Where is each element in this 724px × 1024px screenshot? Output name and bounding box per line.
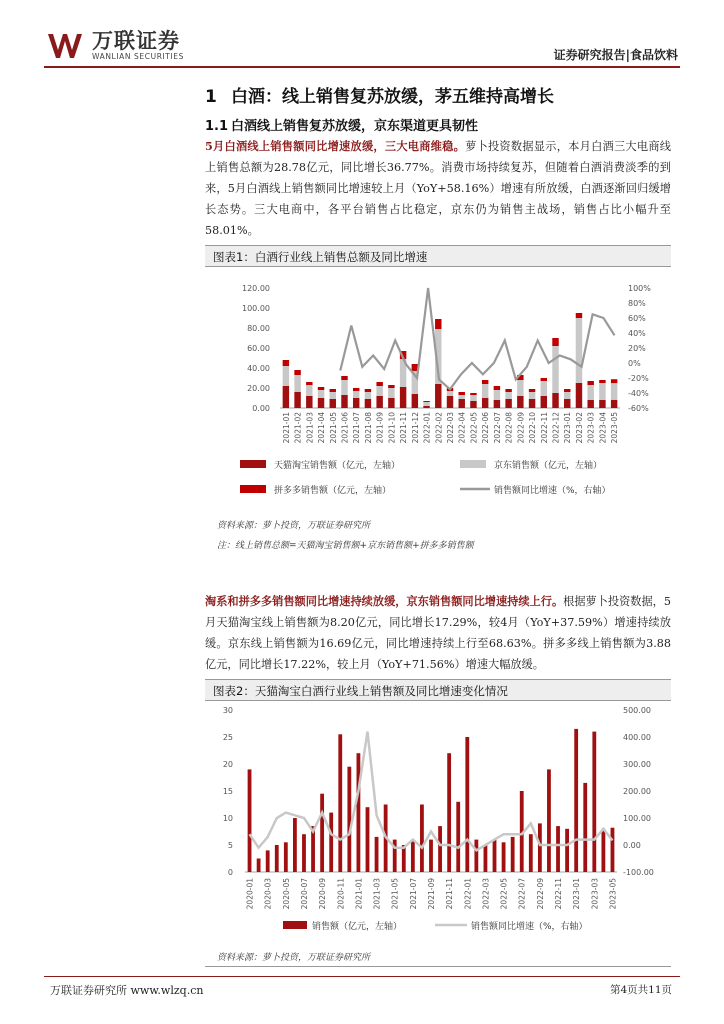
figure1-note: 注：线上销售总额=天猫淘宝销售额+京东销售额+拼多多销售额	[217, 541, 474, 551]
y-left-tick-label: 10	[222, 814, 233, 823]
bar-sales	[284, 842, 288, 872]
x-tick-label: 2021-02	[293, 412, 303, 444]
y-right-tick-label: 300.00	[623, 760, 651, 769]
bar-pdd	[552, 338, 558, 346]
bar-tmall	[318, 398, 324, 408]
bar-sales	[248, 769, 252, 872]
bar-tmall	[283, 386, 289, 408]
bar-pdd	[365, 389, 371, 392]
y-left-tick-label: 5	[227, 841, 233, 850]
bar-tmall	[541, 396, 547, 408]
bar-jd	[505, 392, 511, 399]
x-tick-label: 2023-01	[572, 878, 582, 910]
x-tick-label: 2022-04	[457, 412, 467, 444]
bar-tmall	[330, 399, 336, 408]
bar-sales	[592, 732, 596, 872]
legend-label: 销售额同比增速（%，右轴）	[494, 486, 611, 496]
bar-sales	[529, 834, 533, 872]
brand-logo	[46, 30, 184, 61]
bar-pdd	[599, 380, 605, 383]
bar-pdd	[576, 313, 582, 318]
y-right-tick-label: 100.00	[623, 814, 651, 823]
bar-pdd	[376, 382, 382, 386]
bar-pdd	[423, 401, 429, 402]
x-tick-label: 2020-03	[263, 878, 273, 910]
bar-jd	[587, 385, 593, 400]
legend-swatch	[240, 460, 266, 468]
bar-tmall	[353, 398, 359, 408]
x-tick-label: 2020-01	[245, 878, 255, 910]
x-tick-label: 2022-01	[422, 412, 432, 444]
report-type-label: 证券研究报告|食品饮料	[553, 48, 678, 62]
y-right-tick-label: 400.00	[623, 733, 651, 742]
x-tick-label: 2022-06	[481, 412, 491, 444]
bar-pdd	[341, 376, 347, 380]
x-tick-label: 2023-05	[608, 878, 618, 910]
bar-tmall	[564, 399, 570, 408]
legend-label: 拼多多销售额（亿元，左轴）	[274, 486, 392, 496]
bar-pdd	[459, 392, 465, 395]
bar-jd	[353, 391, 359, 398]
bar-jd	[283, 366, 289, 386]
bar-sales	[438, 826, 442, 872]
section-heading	[205, 82, 554, 107]
x-tick-label: 2022-07	[517, 878, 527, 910]
bar-pdd	[541, 378, 547, 381]
bar-tmall	[576, 383, 582, 408]
bar-pdd	[611, 379, 617, 383]
legend-label: 销售额同比增速（%，右轴）	[471, 922, 588, 932]
bar-pdd	[529, 389, 535, 392]
paragraph-lead: 淘系和拼多多销售额同比增速持续放缓，京东销售额同比增速持续上行。	[205, 594, 564, 608]
y-left-tick-label: 25	[222, 733, 233, 742]
y-right-tick-label: 20%	[628, 344, 646, 353]
bar-tmall	[470, 401, 476, 408]
x-tick-label: 2021-12	[410, 412, 420, 444]
x-tick-label: 2021-05	[328, 412, 338, 444]
x-tick-label: 2021-05	[390, 878, 400, 910]
bar-tmall	[365, 399, 371, 408]
bar-sales	[375, 837, 379, 872]
bar-sales	[429, 840, 433, 872]
page-number: 第4页共11页	[609, 984, 672, 996]
x-tick-label: 2021-03	[372, 878, 382, 910]
bar-tmall	[587, 400, 593, 408]
subsection-number: 1.1	[205, 119, 229, 134]
bar-tmall	[494, 400, 500, 408]
bar-jd	[294, 375, 300, 392]
x-tick-label: 2021-07	[408, 878, 418, 910]
bar-pdd	[587, 381, 593, 385]
bar-sales	[556, 826, 560, 872]
bar-jd	[564, 392, 570, 399]
figure1-chart	[205, 268, 671, 512]
x-tick-label: 2021-06	[340, 412, 350, 444]
x-tick-label: 2022-01	[463, 878, 473, 910]
y-left-tick-label: 120.00	[242, 284, 270, 293]
yoy-growth-line	[340, 288, 614, 389]
x-tick-label: 2020-07	[299, 878, 309, 910]
bar-pdd	[388, 385, 394, 388]
bar-pdd	[318, 387, 324, 390]
legend-swatch	[460, 460, 486, 468]
x-tick-label: 2022-05	[499, 878, 509, 910]
x-tick-label: 2021-09	[375, 412, 385, 444]
bar-tmall	[376, 396, 382, 408]
y-right-tick-label: 40%	[628, 329, 646, 338]
bar-sales	[357, 753, 361, 872]
x-tick-label: 2022-07	[492, 412, 502, 444]
subsection-title: 白酒线上销售复苏放缓，京东渠道更具韧性	[231, 119, 479, 134]
bar-pdd	[283, 360, 289, 366]
bar-sales	[411, 840, 415, 872]
bar-jd	[341, 380, 347, 395]
y-left-tick-label: 60.00	[247, 344, 270, 353]
bar-sales	[302, 834, 306, 872]
x-tick-label: 2021-11	[445, 878, 455, 910]
bar-sales	[420, 805, 424, 873]
figure2-title: 图表2：天猫淘宝白酒行业线上销售额及同比增速变化情况	[205, 679, 671, 701]
bar-tmall	[517, 396, 523, 408]
y-left-tick-label: 0.00	[252, 404, 270, 413]
paragraph-lead: 5月白酒线上销售额同比增速放缓，三大电商维稳。	[205, 139, 466, 153]
wanlian-logo-icon	[46, 31, 86, 61]
x-tick-label: 2023-01	[563, 412, 573, 444]
x-tick-label: 2022-03	[481, 878, 491, 910]
bar-jd	[599, 383, 605, 400]
bar-jd	[517, 380, 523, 396]
y-right-tick-label: 60%	[628, 314, 646, 323]
legend-label: 天猫淘宝销售额（亿元，左轴）	[274, 461, 401, 471]
bar-tmall	[423, 406, 429, 408]
x-tick-label: 2020-09	[318, 878, 328, 910]
y-left-tick-label: 0	[227, 868, 233, 877]
bar-jd	[541, 381, 547, 396]
bar-tmall	[388, 398, 394, 408]
bar-jd	[459, 395, 465, 399]
y-left-tick-label: 20.00	[247, 384, 270, 393]
legend-label: 销售额（亿元，左轴）	[312, 922, 403, 932]
figure1-source: 资料来源：萝卜投资，万联证券研究所	[217, 521, 371, 531]
bar-pdd	[306, 382, 312, 385]
y-left-tick-label: 100.00	[242, 304, 270, 313]
figure1-title: 图表1：白酒行业线上销售总额及同比增速	[205, 245, 671, 267]
bar-jd	[318, 390, 324, 398]
bar-tmall	[611, 400, 617, 408]
footer-divider	[44, 976, 680, 977]
paragraph-body: 根据萝卜投资数据，5月天猫淘宝线上销售额为8.20亿元，同比增长17.29%，较4月（YoY+37.59%）增速持续放缓。京东线上销售额为16.69亿元，同比增速持续上行至68.63%。拼多多线上销售额为3.88亿元，同比增长17.22%，较上月（YoY+71.56%）增速大幅放缓。	[205, 595, 671, 671]
x-tick-label: 2022-02	[434, 412, 444, 444]
bar-sales	[293, 818, 297, 872]
x-tick-label: 2021-09	[427, 878, 436, 910]
bar-pdd	[353, 388, 359, 391]
legend-label: 京东销售额（亿元，左轴）	[494, 461, 603, 471]
x-tick-label: 2021-01	[281, 412, 291, 444]
bar-sales	[257, 859, 261, 873]
bar-jd	[552, 346, 558, 393]
bar-jd	[365, 392, 371, 399]
bar-tmall	[459, 399, 465, 408]
bar-jd	[306, 385, 312, 396]
x-tick-label: 2021-04	[317, 412, 327, 444]
bar-sales	[493, 840, 497, 872]
x-tick-label: 2022-03	[446, 412, 455, 444]
x-tick-label: 2021-08	[363, 412, 373, 444]
bar-jd	[447, 391, 453, 396]
bar-sales	[347, 767, 351, 872]
bar-tmall	[341, 395, 347, 408]
section-number: 1	[205, 87, 217, 107]
y-left-tick-label: 15	[222, 787, 233, 796]
logo-company-name-en: WANLIAN SECURITIES	[92, 52, 185, 61]
logo-company-name: 万联证券	[92, 29, 180, 53]
bar-sales	[266, 850, 270, 872]
x-tick-label: 2022-10	[528, 412, 538, 444]
subsection-heading	[205, 115, 478, 134]
bar-pdd	[482, 380, 488, 384]
bar-pdd	[494, 386, 500, 390]
bar-tmall	[435, 384, 441, 408]
figure2-bottom-rule	[205, 966, 671, 967]
paragraph-online-sales	[205, 136, 671, 241]
bar-pdd	[294, 370, 300, 375]
x-tick-label: 2022-11	[554, 878, 564, 910]
bar-sales	[329, 813, 333, 872]
y-right-tick-label: 200.00	[623, 787, 651, 796]
bar-sales	[565, 829, 569, 872]
y-right-tick-label: 500.00	[623, 706, 651, 715]
bar-jd	[376, 386, 382, 396]
y-left-tick-label: 40.00	[247, 364, 270, 373]
y-right-tick-label: -40%	[628, 389, 649, 398]
bar-tmall	[412, 394, 418, 408]
bar-jd	[482, 384, 488, 398]
bar-sales	[511, 837, 515, 872]
bar-sales	[547, 769, 551, 872]
bar-tmall	[306, 396, 312, 408]
bar-tmall	[505, 399, 511, 408]
bar-jd	[611, 383, 617, 400]
header-divider	[44, 66, 680, 68]
bar-jd	[388, 388, 394, 398]
bar-sales	[402, 845, 406, 872]
bar-sales	[456, 802, 460, 872]
bar-sales	[611, 828, 615, 872]
bar-sales	[320, 794, 324, 872]
x-tick-label: 2023-03	[590, 878, 600, 910]
bar-tmall	[552, 393, 558, 408]
bar-sales	[601, 829, 605, 872]
y-right-tick-label: 80%	[628, 299, 646, 308]
bar-jd	[423, 402, 429, 406]
y-right-tick-label: 0.00	[623, 841, 641, 850]
bar-sales	[538, 823, 542, 872]
y-left-tick-label: 20	[222, 760, 233, 769]
bar-pdd	[505, 389, 511, 392]
bar-sales	[574, 729, 578, 872]
section-title: 白酒：线上销售复苏放缓，茅五维持高增长	[231, 87, 554, 107]
y-left-tick-label: 80.00	[247, 324, 270, 333]
bar-sales	[465, 737, 469, 872]
bar-sales	[583, 783, 587, 872]
x-tick-label: 2021-11	[399, 412, 409, 444]
bar-tmall	[400, 387, 406, 408]
bar-sales	[474, 840, 478, 872]
x-tick-label: 2023-04	[598, 412, 608, 444]
x-tick-label: 2023-02	[574, 412, 584, 444]
bar-sales	[484, 845, 488, 872]
x-tick-label: 2022-12	[551, 412, 561, 444]
bar-pdd	[330, 389, 336, 392]
bar-sales	[275, 845, 279, 872]
bar-sales	[502, 842, 506, 872]
y-right-tick-label: -60%	[628, 404, 649, 413]
x-tick-label: 2020-11	[336, 878, 346, 910]
legend-swatch	[283, 921, 307, 929]
y-left-tick-label: 30	[222, 706, 233, 715]
x-tick-label: 2021-07	[352, 412, 362, 444]
x-tick-label: 2023-05	[610, 412, 620, 444]
bar-jd	[576, 318, 582, 383]
bar-tmall	[447, 396, 453, 408]
y-right-tick-label: 100%	[628, 284, 651, 293]
figure2-source: 资料来源：萝卜投资，万联证券研究所	[217, 953, 371, 963]
bar-pdd	[435, 319, 441, 329]
bar-tmall	[482, 398, 488, 408]
x-tick-label: 2022-09	[535, 878, 545, 910]
figure2-chart	[205, 702, 671, 946]
bar-sales	[447, 753, 451, 872]
x-tick-label: 2022-05	[469, 412, 479, 444]
paragraph-channel-sales	[205, 591, 671, 675]
bar-tmall	[294, 392, 300, 408]
bar-tmall	[529, 399, 535, 408]
bar-jd	[330, 392, 336, 399]
legend-swatch	[240, 485, 266, 493]
x-tick-label: 2021-01	[354, 878, 364, 910]
bar-jd	[470, 395, 476, 401]
bar-pdd	[564, 389, 570, 392]
x-tick-label: 2022-11	[539, 412, 549, 444]
x-tick-label: 2022-08	[504, 412, 514, 444]
paragraph-body: 萝卜投资数据显示，本月白酒三大电商线上销售总额为28.78亿元，同比增长36.77%。消费市场持续复苏，但随着白酒消费淡季的到来，5月白酒线上销售额同比增速较上月（YoY+58.16%）增速有所放缓，白酒逐渐回归缓增长态势。三大电商中，各平台销售占比稳定，京东仍为销售主战场，销售占比小幅升至58.01%。	[205, 140, 671, 237]
bar-tmall	[599, 400, 605, 408]
bar-jd	[494, 390, 500, 400]
y-right-tick-label: -20%	[628, 374, 649, 383]
x-tick-label: 2022-09	[516, 412, 526, 444]
bar-sales	[338, 734, 342, 872]
x-tick-label: 2023-03	[586, 412, 596, 444]
footer-website: 万联证券研究所 www.wlzq.cn	[50, 984, 204, 997]
x-tick-label: 2021-03	[305, 412, 315, 444]
x-tick-label: 2021-10	[387, 412, 397, 444]
bar-pdd	[470, 393, 476, 395]
y-right-tick-label: -100.00	[623, 868, 654, 877]
x-tick-label: 2020-05	[281, 878, 291, 910]
y-right-tick-label: 0%	[628, 359, 641, 368]
bar-sales	[366, 807, 370, 872]
bar-jd	[529, 392, 535, 399]
